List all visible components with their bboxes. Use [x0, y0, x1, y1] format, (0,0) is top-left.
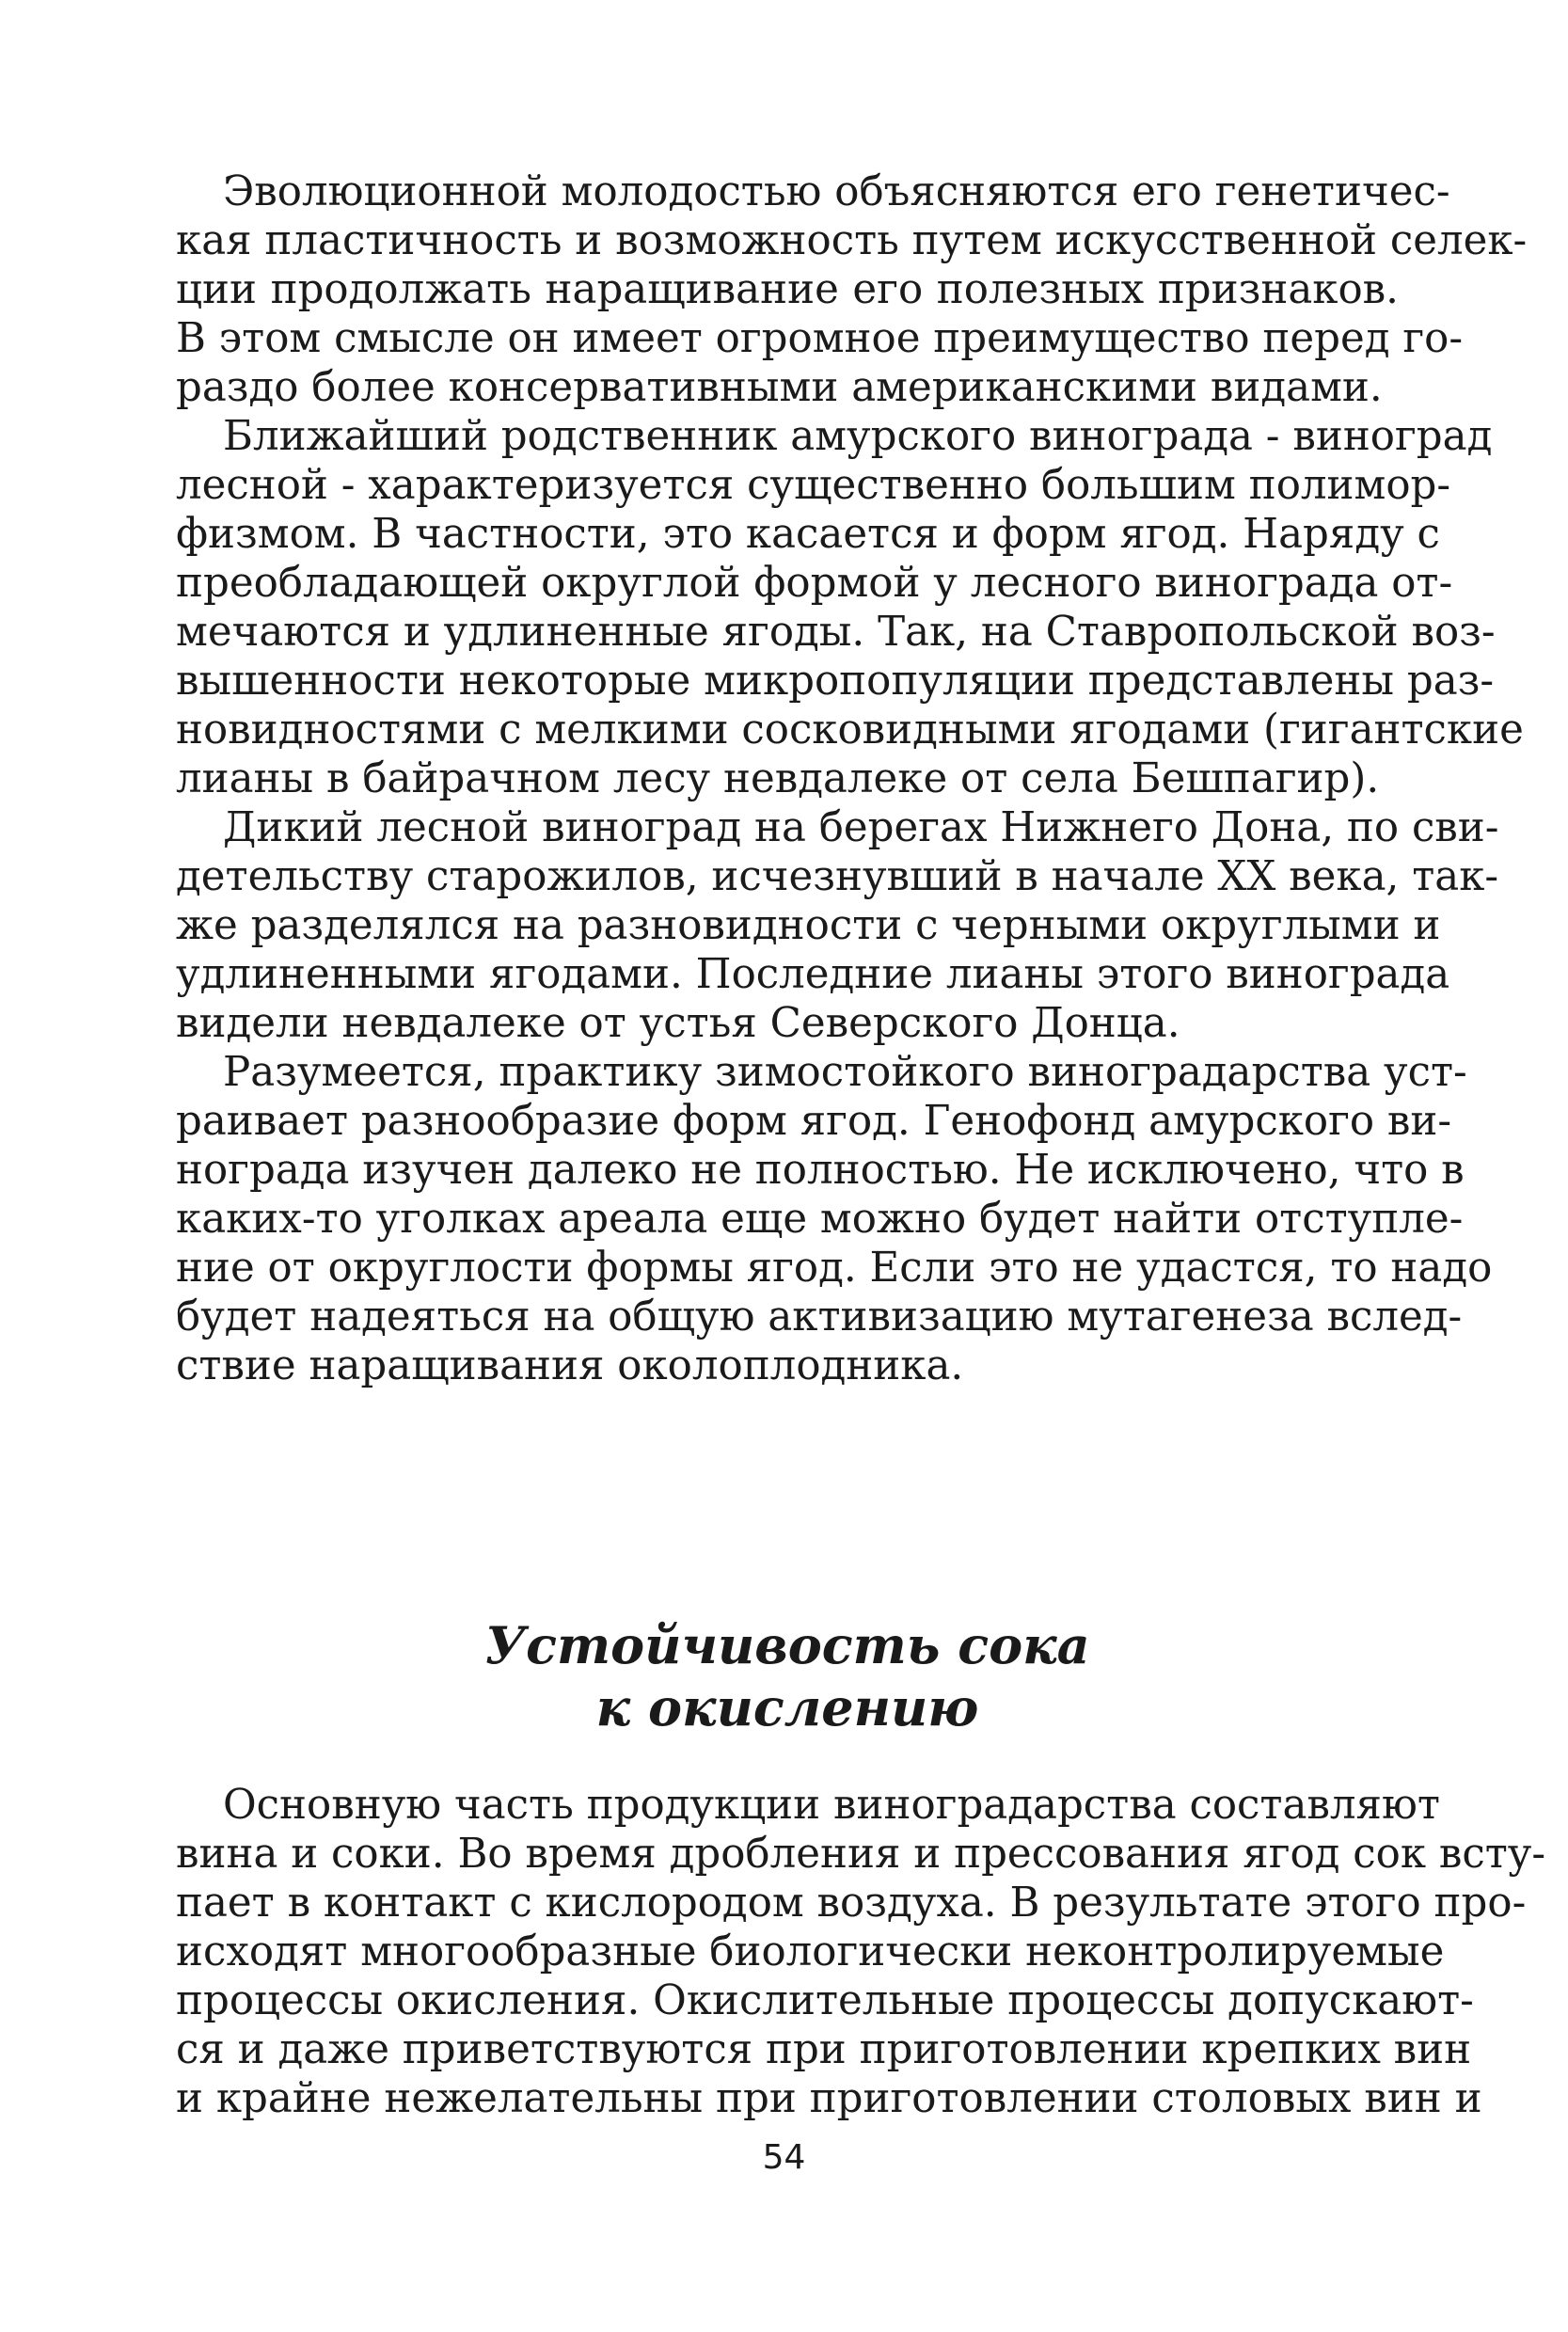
- text-line: Дикий лесной виноград на берегах Нижнего Дона, по сви-: [223, 804, 1499, 851]
- text-line: ние от округлости формы ягод. Если это не удастся, то надо: [176, 1245, 1493, 1292]
- text-line: лианы в байрачном лесу невдалеке от села Бешпагир).: [176, 755, 1380, 802]
- section-heading-line-2: к окислению: [595, 1677, 979, 1737]
- text-line: преобладающей округлой формой у лесного винограда от-: [176, 560, 1453, 607]
- section-heading-line-1: Устойчивость сока: [484, 1615, 1090, 1675]
- text-line: ствие наращивания околоплодника.: [176, 1342, 964, 1389]
- text-line: будет надеяться на общую активизацию мутагенеза вслед-: [176, 1293, 1463, 1341]
- text-line: В этом смысле он имеет огромное преимущество перед го-: [176, 315, 1464, 362]
- paragraph: [176, 803, 1499, 1048]
- text-line: ции продолжать наращивание его полезных признаков.: [176, 266, 1399, 313]
- text-line: кая пластичность и возможность путем искусственной селек-: [176, 217, 1528, 264]
- text-line: Основную часть продукции виноградарства составляют: [223, 1782, 1440, 1829]
- text-line: Ближайший родственник амурского винограда - виноград: [223, 413, 1493, 460]
- text-line: видели невдалеке от устья Северского Донца.: [176, 1000, 1180, 1047]
- page-body: [176, 167, 1528, 1390]
- text-line: пает в контакт с кислородом воздуха. В результате этого про-: [176, 1880, 1527, 1927]
- text-line: физмом. В частности, это касается и форм ягод. Наряду с: [176, 511, 1440, 558]
- paragraph: [176, 1781, 1546, 2123]
- text-line: вышенности некоторые микропопуляции представлены раз-: [176, 658, 1495, 705]
- text-block-after-heading: [176, 1781, 1546, 2123]
- text-line: процессы окисления. Окислительные процессы допускают-: [176, 1977, 1474, 2024]
- text-line: ся и даже приветствуются при приготовлении крепких вин: [176, 2026, 1472, 2073]
- text-line: вина и соки. Во время дробления и прессования ягод сок всту-: [176, 1831, 1546, 1878]
- paragraph: [176, 1048, 1493, 1390]
- text-line: нограда изучен далеко не полностью. Не исключено, что в: [176, 1147, 1465, 1194]
- text-line: исходят многообразные биологически неконтролируемые: [176, 1928, 1445, 1975]
- text-line: раивает разнообразие форм ягод. Генофонд амурского ви-: [176, 1098, 1452, 1145]
- text-line: удлиненными ягодами. Последние лианы этого винограда: [176, 951, 1450, 998]
- text-line: и крайне нежелательны при приготовлении столовых вин и: [176, 2075, 1482, 2122]
- text-line: детельству старожилов, исчезнувший в начале XX века, так-: [176, 853, 1499, 900]
- text-line: Разумеется, практику зимостойкого виноградарства уст-: [223, 1049, 1467, 1096]
- section-heading: [176, 1614, 1399, 1738]
- text-line: новидностями с мелкими сосковидными ягодами (гигантские: [176, 706, 1524, 754]
- text-line: лесной - характеризуется существенно большим полимор-: [176, 462, 1451, 509]
- text-line: Эволюционной молодостью объясняются его генетичес-: [223, 168, 1450, 215]
- text-line: мечаются и удлиненные ягоды. Так, на Ставропольской воз-: [176, 609, 1496, 656]
- paragraph: [176, 167, 1528, 412]
- text-line: же разделялся на разновидности с черными округлыми и: [176, 902, 1441, 949]
- text-block-before-heading: [176, 167, 1528, 1390]
- page-number: 54: [762, 2138, 806, 2177]
- paragraph: [176, 412, 1524, 803]
- text-line: каких-то уголках ареала еще можно будет найти отступле-: [176, 1196, 1464, 1243]
- text-line: раздо более консервативными американскими видами.: [176, 364, 1383, 411]
- page-body-continued: [176, 1781, 1546, 2123]
